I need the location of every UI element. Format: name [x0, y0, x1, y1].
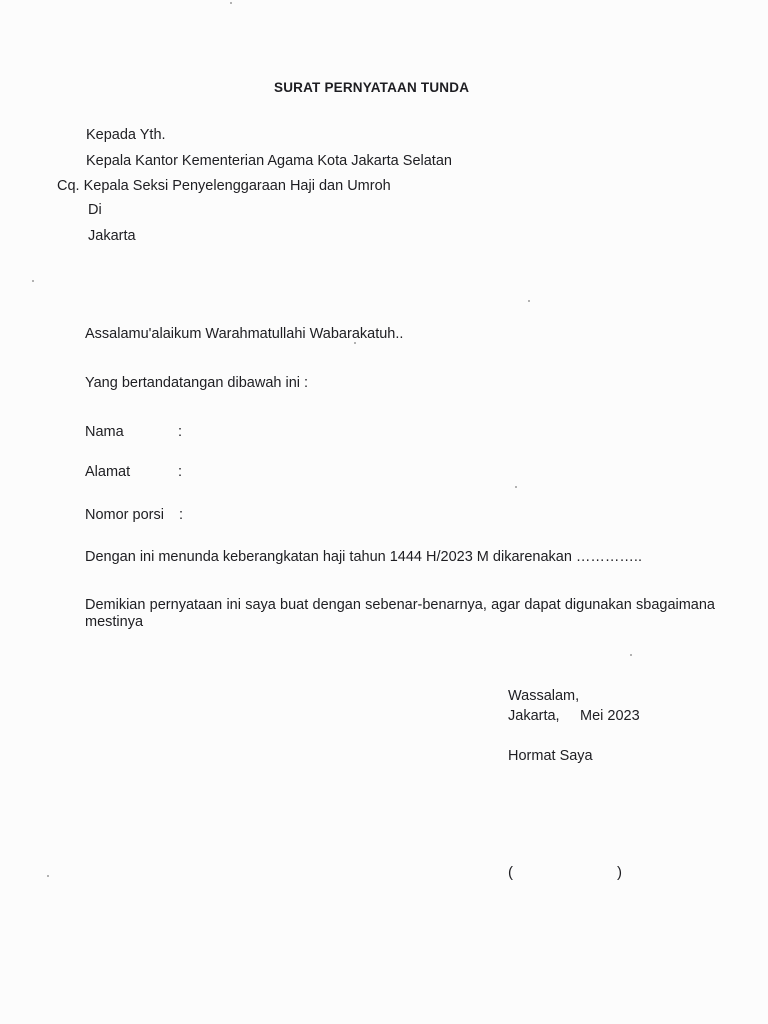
scan-speck — [528, 300, 530, 302]
recipient-line-5: Jakarta — [88, 228, 136, 244]
scan-speck — [630, 654, 632, 656]
scan-speck — [354, 342, 356, 344]
recipient-line-4: Di — [88, 202, 102, 218]
signature-open-paren: ( — [508, 864, 513, 881]
wassalam-text: Wassalam, — [508, 688, 580, 704]
intro-line: Yang bertandatangan dibawah ini : — [85, 375, 309, 391]
name-colon: : — [178, 424, 183, 440]
portion-number-colon: : — [179, 507, 184, 523]
recipient-line-2: Kepala Kantor Kementerian Agama Kota Jakarta Selatan — [86, 153, 452, 169]
recipient-line-3: Cq. Kepala Seksi Penyelenggaraan Haji dan Umroh — [57, 178, 391, 194]
scan-speck — [230, 2, 232, 4]
scan-speck — [47, 875, 49, 877]
signoff-date: Mei 2023 — [580, 708, 640, 724]
portion-number-label: Nomor porsi — [85, 507, 164, 523]
regards-text: Hormat Saya — [508, 748, 593, 764]
name-label: Nama — [85, 424, 124, 440]
letter-title: SURAT PERNYATAAN TUNDA — [274, 80, 470, 95]
greeting: Assalamu'alaikum Warahmatullahi Wabarakatuh.. — [85, 326, 404, 342]
recipient-line-1: Kepada Yth. — [86, 127, 166, 143]
closing-paragraph: Demikian pernyataan ini saya buat dengan sebenar-benarnya, agar dapat digunakan sbagaimana mestinya — [85, 597, 715, 630]
scan-speck — [32, 280, 34, 282]
address-label: Alamat — [85, 464, 131, 480]
signoff-place: Jakarta, — [508, 708, 560, 724]
scan-speck — [515, 486, 517, 488]
signature-close-paren: ) — [617, 864, 622, 881]
statement-line: Dengan ini menunda keberangkatan haji tahun 1444 H/2023 M dikarenakan ………….. — [85, 549, 642, 565]
address-colon: : — [178, 464, 183, 480]
